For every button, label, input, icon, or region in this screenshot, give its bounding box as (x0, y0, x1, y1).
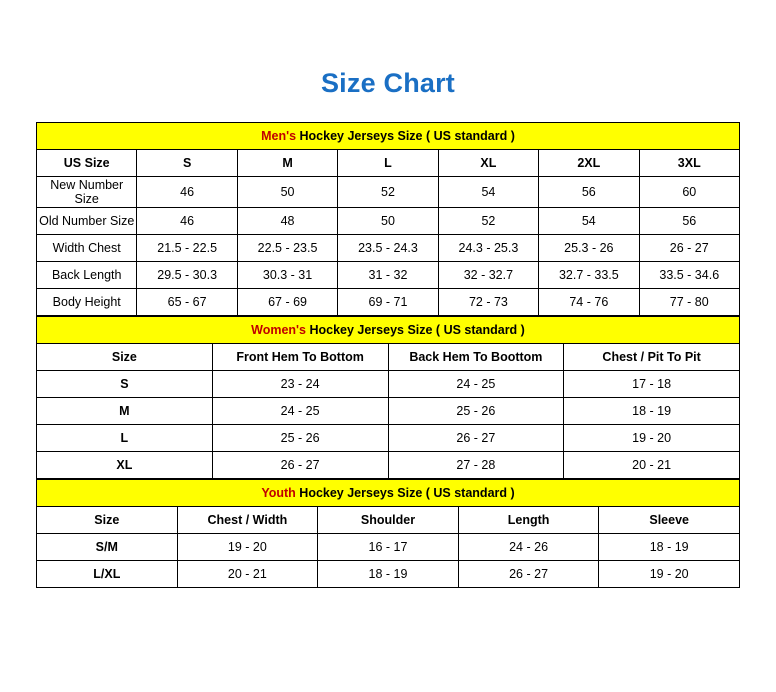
womens-r0-c2: 24 - 25 (388, 371, 564, 398)
table-section-header-row (37, 123, 740, 150)
mens-r4-c2: 67 - 69 (237, 289, 337, 316)
womens-r1-c0: M (37, 398, 213, 425)
womens-r3-c2: 27 - 28 (388, 452, 564, 479)
womens-size-table (36, 316, 740, 479)
mens-r4-c5: 74 - 76 (539, 289, 639, 316)
mens-r0-c5: 56 (539, 177, 639, 208)
womens-section-header (37, 317, 740, 344)
womens-r1-c1: 24 - 25 (212, 398, 388, 425)
mens-r4-c0: Body Height (37, 289, 137, 316)
youth-r0-c1: 19 - 20 (177, 534, 318, 561)
mens-col-2: M (237, 150, 337, 177)
table-row (37, 507, 740, 534)
womens-r2-c2: 26 - 27 (388, 425, 564, 452)
table-row (37, 561, 740, 588)
mens-r0-c1: 46 (137, 177, 237, 208)
table-row (37, 289, 740, 316)
womens-col-0: Size (37, 344, 213, 371)
womens-col-3: Chest / Pit To Pit (564, 344, 740, 371)
mens-r0-c6: 60 (639, 177, 739, 208)
youth-r0-c4: 18 - 19 (599, 534, 740, 561)
youth-col-3: Length (458, 507, 599, 534)
table-row (37, 177, 740, 208)
youth-col-1: Chest / Width (177, 507, 318, 534)
mens-r1-c2: 48 (237, 208, 337, 235)
mens-r2-c6: 26 - 27 (639, 235, 739, 262)
mens-r3-c4: 32 - 32.7 (438, 262, 538, 289)
womens-r2-c3: 19 - 20 (564, 425, 740, 452)
table-section-header-row (37, 480, 740, 507)
youth-section-header-accent: Youth (261, 486, 296, 500)
womens-r0-c3: 17 - 18 (564, 371, 740, 398)
table-row (37, 208, 740, 235)
mens-r3-c2: 30.3 - 31 (237, 262, 337, 289)
youth-r1-c1: 20 - 21 (177, 561, 318, 588)
mens-r3-c0: Back Length (37, 262, 137, 289)
table-row (37, 452, 740, 479)
youth-r1-c0: L/XL (37, 561, 178, 588)
mens-r0-c0: New Number Size (37, 177, 137, 208)
mens-r0-c4: 54 (438, 177, 538, 208)
womens-section-header-accent: Women's (251, 323, 306, 337)
table-row (37, 371, 740, 398)
mens-r3-c3: 31 - 32 (338, 262, 438, 289)
mens-r1-c5: 54 (539, 208, 639, 235)
womens-r1-c2: 25 - 26 (388, 398, 564, 425)
mens-r0-c3: 52 (338, 177, 438, 208)
table-row (37, 425, 740, 452)
mens-r1-c0: Old Number Size (37, 208, 137, 235)
youth-r0-c0: S/M (37, 534, 178, 561)
table-row (37, 262, 740, 289)
table-section-header-row (37, 317, 740, 344)
mens-col-6: 3XL (639, 150, 739, 177)
mens-r2-c4: 24.3 - 25.3 (438, 235, 538, 262)
mens-r3-c1: 29.5 - 30.3 (137, 262, 237, 289)
mens-r3-c5: 32.7 - 33.5 (539, 262, 639, 289)
womens-col-2: Back Hem To Boottom (388, 344, 564, 371)
mens-section-header-accent: Men's (261, 129, 297, 143)
page-title: Size Chart (320, 68, 456, 98)
mens-r1-c4: 52 (438, 208, 538, 235)
womens-col-1: Front Hem To Bottom (212, 344, 388, 371)
womens-r3-c3: 20 - 21 (564, 452, 740, 479)
mens-r3-c6: 33.5 - 34.6 (639, 262, 739, 289)
mens-r2-c5: 25.3 - 26 (539, 235, 639, 262)
womens-r2-c1: 25 - 26 (212, 425, 388, 452)
table-row (37, 235, 740, 262)
mens-r2-c3: 23.5 - 24.3 (338, 235, 438, 262)
youth-size-table (36, 479, 740, 588)
mens-r4-c4: 72 - 73 (438, 289, 538, 316)
mens-col-3: L (338, 150, 438, 177)
youth-section-header-rest: Hockey Jerseys Size ( US standard ) (295, 486, 515, 500)
mens-r0-c2: 50 (237, 177, 337, 208)
womens-r2-c0: L (37, 425, 213, 452)
youth-r1-c4: 19 - 20 (599, 561, 740, 588)
mens-section-header (37, 123, 740, 150)
youth-r1-c2: 18 - 19 (318, 561, 459, 588)
mens-size-table (36, 122, 740, 316)
table-row (37, 344, 740, 371)
womens-section-header-rest: Hockey Jerseys Size ( US standard ) (305, 323, 525, 337)
mens-col-5: 2XL (539, 150, 639, 177)
youth-section-header (37, 480, 740, 507)
mens-r2-c1: 21.5 - 22.5 (137, 235, 237, 262)
mens-r4-c3: 69 - 71 (338, 289, 438, 316)
mens-r2-c2: 22.5 - 23.5 (237, 235, 337, 262)
mens-r4-c1: 65 - 67 (137, 289, 237, 316)
womens-r1-c3: 18 - 19 (564, 398, 740, 425)
womens-r0-c0: S (37, 371, 213, 398)
mens-r1-c3: 50 (338, 208, 438, 235)
size-chart-container (36, 122, 740, 588)
mens-col-1: S (137, 150, 237, 177)
table-row (37, 534, 740, 561)
mens-section-header-rest: Hockey Jerseys Size ( US standard ) (296, 129, 515, 143)
mens-col-0: US Size (37, 150, 137, 177)
youth-col-0: Size (37, 507, 178, 534)
womens-r0-c1: 23 - 24 (212, 371, 388, 398)
youth-col-2: Shoulder (318, 507, 459, 534)
mens-col-4: XL (438, 150, 538, 177)
mens-r4-c6: 77 - 80 (639, 289, 739, 316)
table-row (37, 150, 740, 177)
youth-r0-c3: 24 - 26 (458, 534, 599, 561)
mens-r1-c6: 56 (639, 208, 739, 235)
womens-r3-c0: XL (37, 452, 213, 479)
table-row (37, 398, 740, 425)
youth-r1-c3: 26 - 27 (458, 561, 599, 588)
youth-col-4: Sleeve (599, 507, 740, 534)
youth-r0-c2: 16 - 17 (318, 534, 459, 561)
mens-r2-c0: Width Chest (37, 235, 137, 262)
womens-r3-c1: 26 - 27 (212, 452, 388, 479)
mens-r1-c1: 46 (137, 208, 237, 235)
